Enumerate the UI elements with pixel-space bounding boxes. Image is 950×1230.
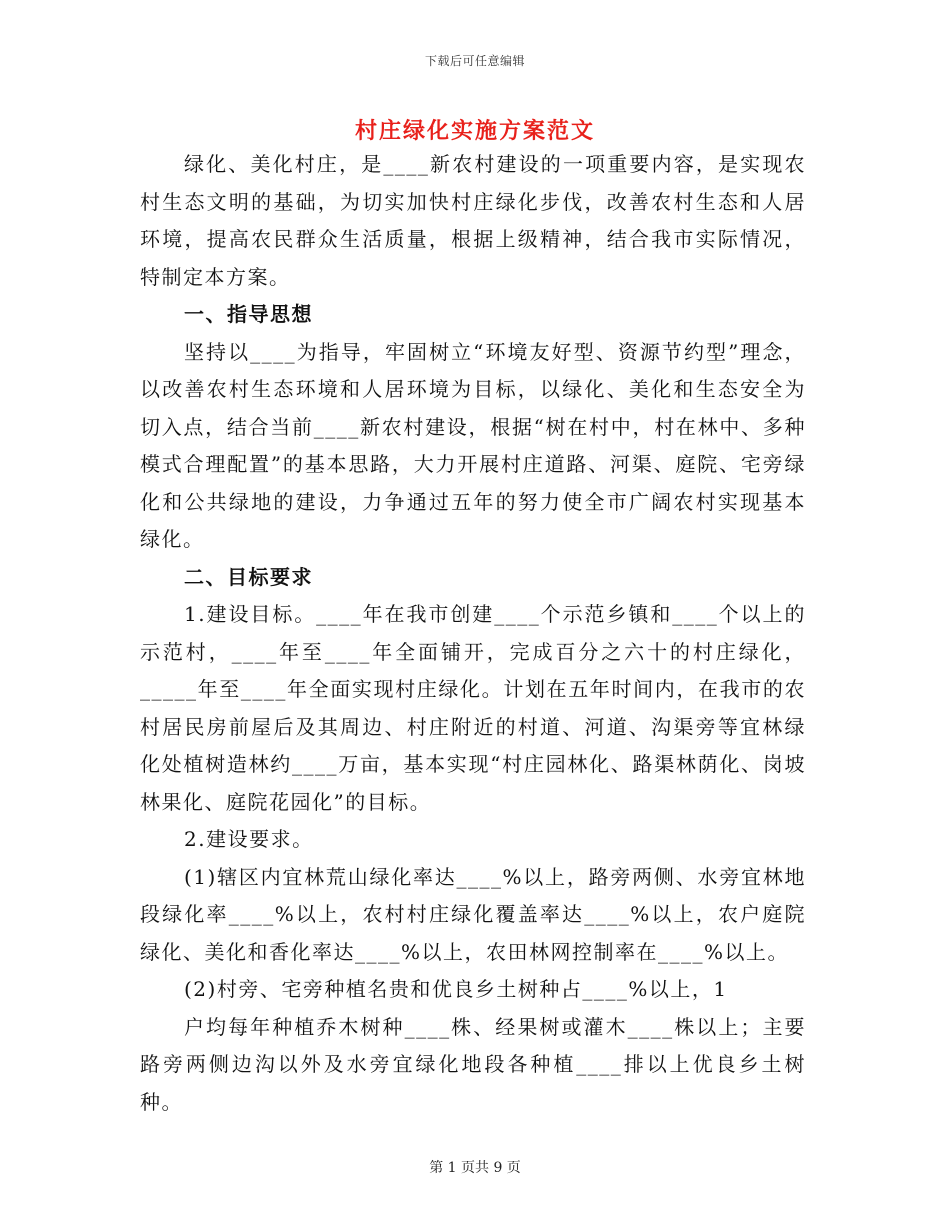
page-footer-number: 第 1 页共 9 页: [429, 1160, 521, 1176]
section-heading-guiding-thought: 一、指导思想: [184, 302, 313, 326]
requirement-item-2: (2)村旁、宅旁种植名贵和优良乡土树种占____%以上，1: [184, 977, 728, 1001]
document-body: [140, 146, 806, 1121]
intro-paragraph: 绿化、美化村庄，是____新农村建设的一项重要内容，是实现农村生态文明的基础，为切实加快村庄绿化步伐，改善农村生态和人居环境，提高农民群众生活质量，根据上级精神，结合我市实际情况，特制定本方案。: [140, 152, 806, 289]
section-heading-goals: 二、目标要求: [184, 564, 313, 589]
guiding-thought-paragraph: 坚持以____为指导，牢固树立“环境友好型、资源节约型”理念，以改善农村生态环境和人居环境为目标，以绿化、美化和生态安全为切入点，结合当前____新农村建设，根据“树在村中，村在林中、多种模式合理配置”的基本思路，大力开展村庄道路、河渠、庭院、宅旁绿化和公共绿地的建设，力争通过五年的努力使全市广阔农村实现基本绿化。: [140, 339, 806, 551]
document-title: 村庄绿化实施方案范文: [354, 118, 595, 144]
construction-requirements-label: 2.建设要求。: [184, 827, 314, 851]
page-header-note: 下载后可任意编辑: [424, 54, 525, 68]
construction-goal-paragraph: 1.建设目标。____年在我市创建____个示范乡镇和____个以上的示范村，____年至____年全面铺开，完成百分之六十的村庄绿化，_____年至____年全面实现村庄绿化。计划在五年时间内，在我市的农村居民房前屋后及其周边、村庄附近的村道、河道、沟渠旁等宜林绿化处植树造林约____万亩，基本实现“村庄园林化、路渠林荫化、岗坡林果化、庭院花园化”的目标。: [140, 602, 806, 814]
requirement-item-2-continued: 户均每年种植乔木树种____株、经果树或灌木____株以上；主要路旁两侧边沟以外及水旁宜绿化地段各种植____排以上优良乡土树种。: [140, 1014, 806, 1114]
requirement-item-1: (1)辖区内宜林荒山绿化率达____%以上，路旁两侧、水旁宜林地段绿化率____%以上，农村村庄绿化覆盖率达____%以上，农户庭院绿化、美化和香化率达____%以上，农田林网控制率在____%以上。: [140, 864, 806, 964]
